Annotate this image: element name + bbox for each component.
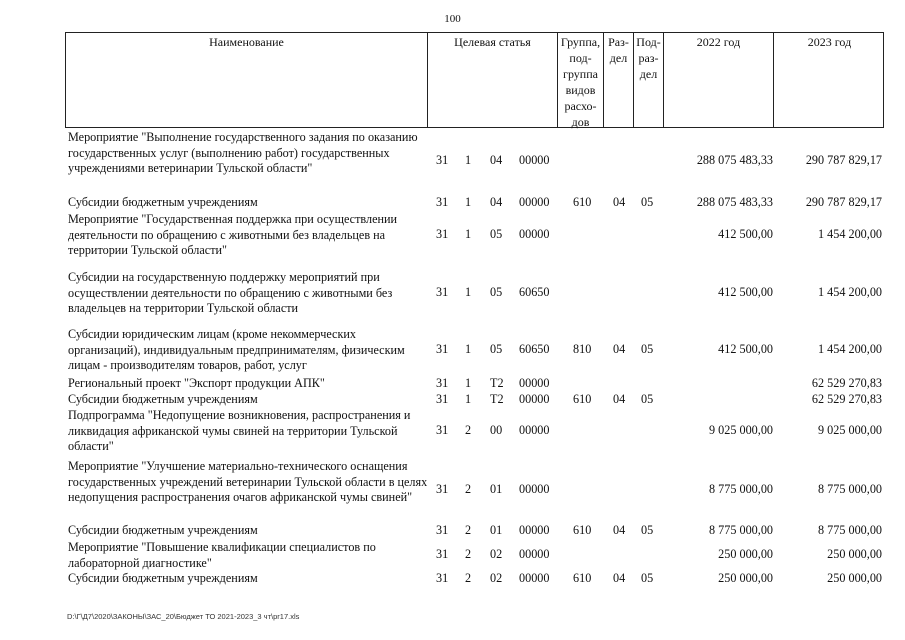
cell-c2: 1 <box>465 285 472 299</box>
cell-c3: 02 <box>490 547 503 561</box>
cell-c1: 31 <box>436 423 449 437</box>
cell-c1: 31 <box>436 547 449 561</box>
cell-grp: 610 <box>573 523 592 537</box>
cell-c1: 31 <box>436 376 449 390</box>
cell-c4: 00000 <box>519 195 550 209</box>
row-name: Мероприятие "Выполнение государственного задания по оказанию государственных услуг (выполнению работ) государственных учреждениями ветеринарии Тульской области" <box>68 130 418 175</box>
cell-sub: 05 <box>641 523 654 537</box>
header-2023: 2023 год <box>807 35 852 49</box>
table-header <box>65 32 884 128</box>
cell-c3: T2 <box>490 376 504 390</box>
cell-y2023: 8 775 000,00 <box>818 482 882 496</box>
header-section: Раз-дел <box>604 33 634 127</box>
header-subsection: Под-раз-дел <box>634 33 664 127</box>
row-name: Мероприятие "Повышение квалификации специалистов по лабораторной диагностике" <box>68 540 376 570</box>
cell-y2023: 290 787 829,17 <box>805 195 882 209</box>
cell-y2022: 8 775 000,00 <box>709 482 773 496</box>
cell-grp: 610 <box>573 571 592 585</box>
cell-c3: 01 <box>490 482 503 496</box>
cell-c1: 31 <box>436 342 449 356</box>
header-name: Наименование <box>66 33 428 127</box>
cell-c1: 31 <box>436 482 449 496</box>
cell-c2: 2 <box>465 523 472 537</box>
cell-c3: 05 <box>490 285 503 299</box>
cell-sub: 05 <box>641 342 654 356</box>
cell-y2022: 412 500,00 <box>718 285 773 299</box>
file-path-footer: D:\Г\Д7\2020\ЗАКОНЫ\ЗАС_20\Бюджет ТО 2021-2023_3 чт\pr17.xls <box>67 612 300 621</box>
cell-y2022: 288 075 483,33 <box>696 153 773 167</box>
cell-c1: 31 <box>436 523 449 537</box>
cell-y2023: 9 025 000,00 <box>818 423 882 437</box>
cell-c4: 00000 <box>519 523 550 537</box>
cell-y2023: 250 000,00 <box>827 547 882 561</box>
cell-y2022: 8 775 000,00 <box>709 523 773 537</box>
cell-y2023: 1 454 200,00 <box>818 227 882 241</box>
cell-c1: 31 <box>436 392 449 406</box>
cell-grp: 610 <box>573 392 592 406</box>
cell-y2023: 8 775 000,00 <box>818 523 882 537</box>
row-name: Подпрограмма "Недопущение возникновения, распространения и ликвидация африканской чумы свиней на территории Тульской области" <box>68 408 411 453</box>
row-name: Субсидии бюджетным учреждениям <box>68 523 258 537</box>
cell-c4: 00000 <box>519 423 550 437</box>
cell-y2022: 288 075 483,33 <box>696 195 773 209</box>
cell-sec: 04 <box>613 571 626 585</box>
cell-y2023: 290 787 829,17 <box>805 153 882 167</box>
cell-c2: 1 <box>465 342 472 356</box>
page-number: 100 <box>444 13 461 25</box>
cell-c3: 02 <box>490 571 503 585</box>
cell-c2: 2 <box>465 571 472 585</box>
row-name: Субсидии бюджетным учреждениям <box>68 571 258 585</box>
cell-grp: 810 <box>573 342 592 356</box>
cell-c1: 31 <box>436 571 449 585</box>
cell-c2: 1 <box>465 392 472 406</box>
cell-y2023: 62 529 270,83 <box>811 392 882 406</box>
cell-grp: 610 <box>573 195 592 209</box>
cell-c1: 31 <box>436 227 449 241</box>
cell-sub: 05 <box>641 392 654 406</box>
row-name: Субсидии бюджетным учреждениям <box>68 392 258 406</box>
cell-c4: 00000 <box>519 227 550 241</box>
cell-c3: 04 <box>490 195 503 209</box>
header-target: Целевая статья <box>428 33 558 127</box>
cell-y2023: 1 454 200,00 <box>818 342 882 356</box>
cell-c4: 00000 <box>519 547 550 561</box>
row-name: Субсидии бюджетным учреждениям <box>68 195 258 209</box>
cell-c2: 2 <box>465 547 472 561</box>
cell-y2023: 250 000,00 <box>827 571 882 585</box>
cell-y2022: 412 500,00 <box>718 342 773 356</box>
cell-c3: 05 <box>490 227 503 241</box>
cell-c3: T2 <box>490 392 504 406</box>
cell-c1: 31 <box>436 153 449 167</box>
cell-sub: 05 <box>641 195 654 209</box>
cell-c4: 00000 <box>519 571 550 585</box>
cell-sec: 04 <box>613 523 626 537</box>
header-2022: 2022 год <box>664 33 774 127</box>
cell-c4: 00000 <box>519 153 550 167</box>
cell-c3: 05 <box>490 342 503 356</box>
cell-c4: 00000 <box>519 376 550 390</box>
cell-sec: 04 <box>613 342 626 356</box>
cell-c3: 01 <box>490 523 503 537</box>
cell-c4: 60650 <box>519 342 550 356</box>
cell-c2: 2 <box>465 423 472 437</box>
cell-c2: 1 <box>465 227 472 241</box>
cell-c2: 1 <box>465 195 472 209</box>
cell-c2: 2 <box>465 482 472 496</box>
cell-c1: 31 <box>436 195 449 209</box>
cell-y2022: 250 000,00 <box>718 571 773 585</box>
row-name: Субсидии юридическим лицам (кроме некоммерческих организаций), индивидуальным предпринимателям, физическим лицам - производителям товаров, работ, услуг <box>68 327 405 372</box>
cell-sec: 04 <box>613 195 626 209</box>
cell-y2023: 1 454 200,00 <box>818 285 882 299</box>
cell-c1: 31 <box>436 285 449 299</box>
row-name: Мероприятие "Улучшение материально-технического оснащения государственных учреждений ветеринарии Тульской области в целях недопущения распространения очагов африканской чумы свиней" <box>68 459 428 504</box>
cell-sub: 05 <box>641 571 654 585</box>
cell-c2: 1 <box>465 153 472 167</box>
cell-y2022: 250 000,00 <box>718 547 773 561</box>
row-name: Мероприятие "Государственная поддержка при осуществлении деятельности по обращению с животными без владельцев на территории Тульской области" <box>68 212 398 257</box>
cell-c3: 00 <box>490 423 503 437</box>
cell-c4: 00000 <box>519 392 550 406</box>
header-group: Группа, под-группа видов расхо-дов <box>558 33 604 127</box>
cell-sec: 04 <box>613 392 626 406</box>
cell-y2022: 412 500,00 <box>718 227 773 241</box>
cell-c4: 00000 <box>519 482 550 496</box>
cell-c4: 60650 <box>519 285 550 299</box>
cell-c3: 04 <box>490 153 503 167</box>
row-name: Региональный проект "Экспорт продукции АПК" <box>68 376 325 390</box>
cell-y2022: 9 025 000,00 <box>709 423 773 437</box>
cell-c2: 1 <box>465 376 472 390</box>
cell-y2023: 62 529 270,83 <box>811 376 882 390</box>
row-name: Субсидии на государственную поддержку мероприятий при осуществлении деятельности по обращению с животными без владельцев на территории Тульской области <box>68 270 393 315</box>
